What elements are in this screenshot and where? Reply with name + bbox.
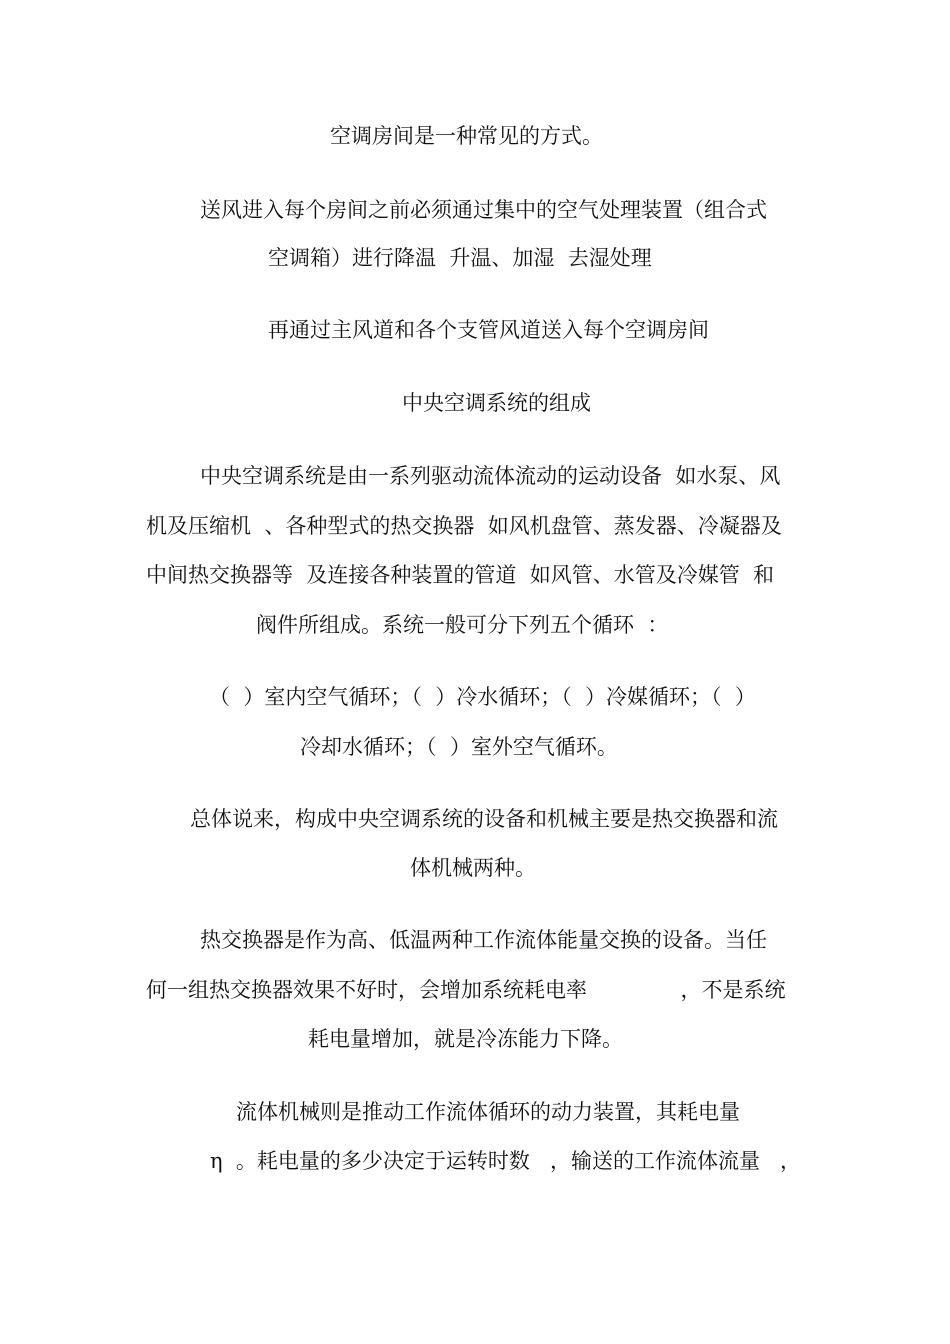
text-line: 空调箱）进行降温 升温、加湿 去湿处理: [268, 246, 652, 270]
section-heading: 中央空调系统的组成: [402, 391, 591, 415]
text-line: 阀件所组成。系统一般可分下列五个循环 ：: [256, 613, 669, 637]
text-line: 何一组热交换器效果不好时，会增加系统耗电率 ，不是系统: [146, 978, 786, 1002]
text-line: 再通过主风道和各个支管风道送入每个空调房间: [268, 318, 709, 342]
text-line: 耗电量增加，就是冷冻能力下降。: [308, 1027, 623, 1051]
text-line: 冷却水循环；（ ）室外空气循环。: [300, 735, 618, 759]
text-line: （ ）室内空气循环；（ ）冷水循环；（ ）冷媒循环；（ ）: [209, 685, 756, 709]
text-line: 流体机械则是推动工作流体循环的动力装置，其耗电量: [236, 1100, 740, 1124]
text-line: 空调房间是一种常见的方式。: [330, 124, 603, 148]
text-line: 送风进入每个房间之前必须通过集中的空气处理装置（组合式: [200, 198, 767, 222]
text-line: 热交换器是作为高、低温两种工作流体能量交换的设备。当任: [200, 928, 767, 952]
text-line: 总体说来，构成中央空调系统的设备和机械主要是热交换器和流: [190, 807, 778, 831]
text-line: 机及压缩机 、各种型式的热交换器 如风机盘管、蒸发器、冷凝器及: [146, 514, 782, 538]
text-line: 体机械两种。: [410, 856, 536, 880]
text-line: 中间热交换器等 及连接各种装置的管道 如风管、水管及冷媒管 和: [146, 563, 775, 587]
text-line: 中央空调系统是由一系列驱动流体流动的运动设备 如水泵、风: [200, 464, 781, 488]
text-line: η 。耗电量的多少决定于运转时数 ，输送的工作流体流量 ，: [210, 1149, 801, 1173]
